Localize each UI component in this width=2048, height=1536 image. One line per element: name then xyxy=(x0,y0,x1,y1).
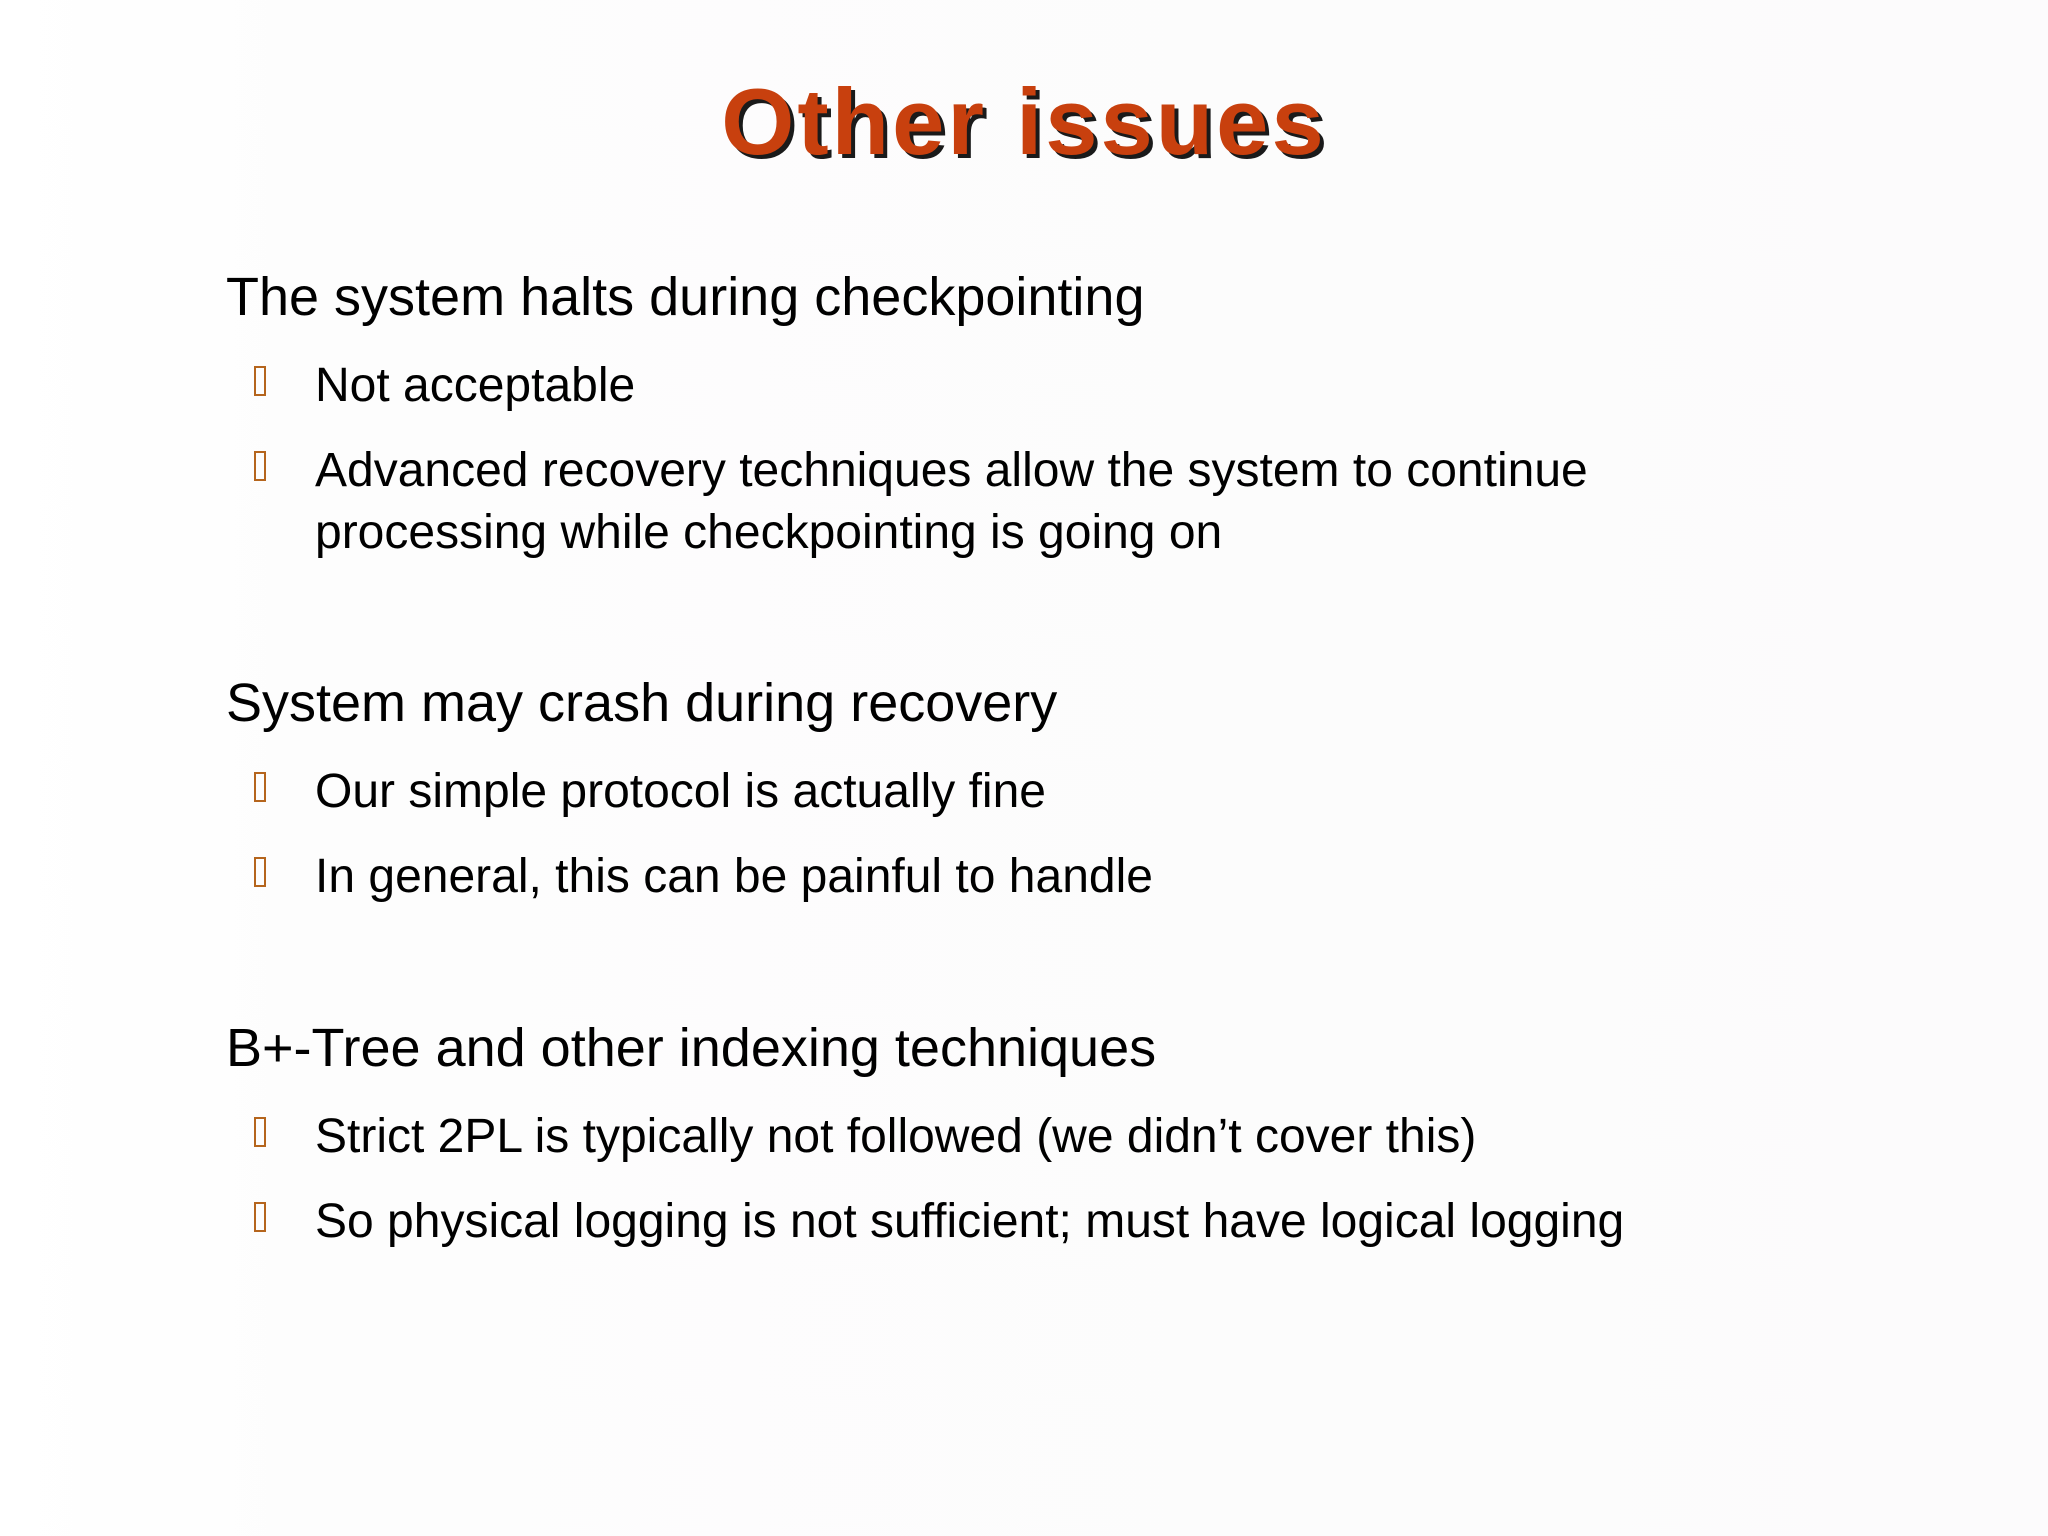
bullet-item: Strict 2PL is typically not followed (we didn’t cover this) xyxy=(315,1110,1477,1163)
bullet-item: Not acceptable xyxy=(315,359,636,412)
bullet-marker-icon xyxy=(254,1117,266,1147)
section-heading: The system halts during checkpointing xyxy=(226,267,1145,327)
bullet-marker-icon xyxy=(254,451,266,481)
bullet-marker-icon xyxy=(254,366,266,396)
bullet-item: In general, this can be painful to handle xyxy=(315,850,1153,903)
bullet-marker-icon xyxy=(254,857,266,887)
slide-title: Other issues xyxy=(721,69,1327,174)
section-heading: B+-Tree and other indexing techniques xyxy=(226,1018,1157,1078)
bullet-item: Advanced recovery techniques allow the system to continue processing while checkpointing is going on xyxy=(315,444,1588,559)
bullet-item: So physical logging is not sufficient; must have logical logging xyxy=(315,1195,1625,1248)
bullet-item: Our simple protocol is actually fine xyxy=(315,765,1046,818)
bullet-marker-icon xyxy=(254,1202,266,1232)
bullet-marker-icon xyxy=(254,772,266,802)
section-heading: System may crash during recovery xyxy=(226,673,1058,733)
